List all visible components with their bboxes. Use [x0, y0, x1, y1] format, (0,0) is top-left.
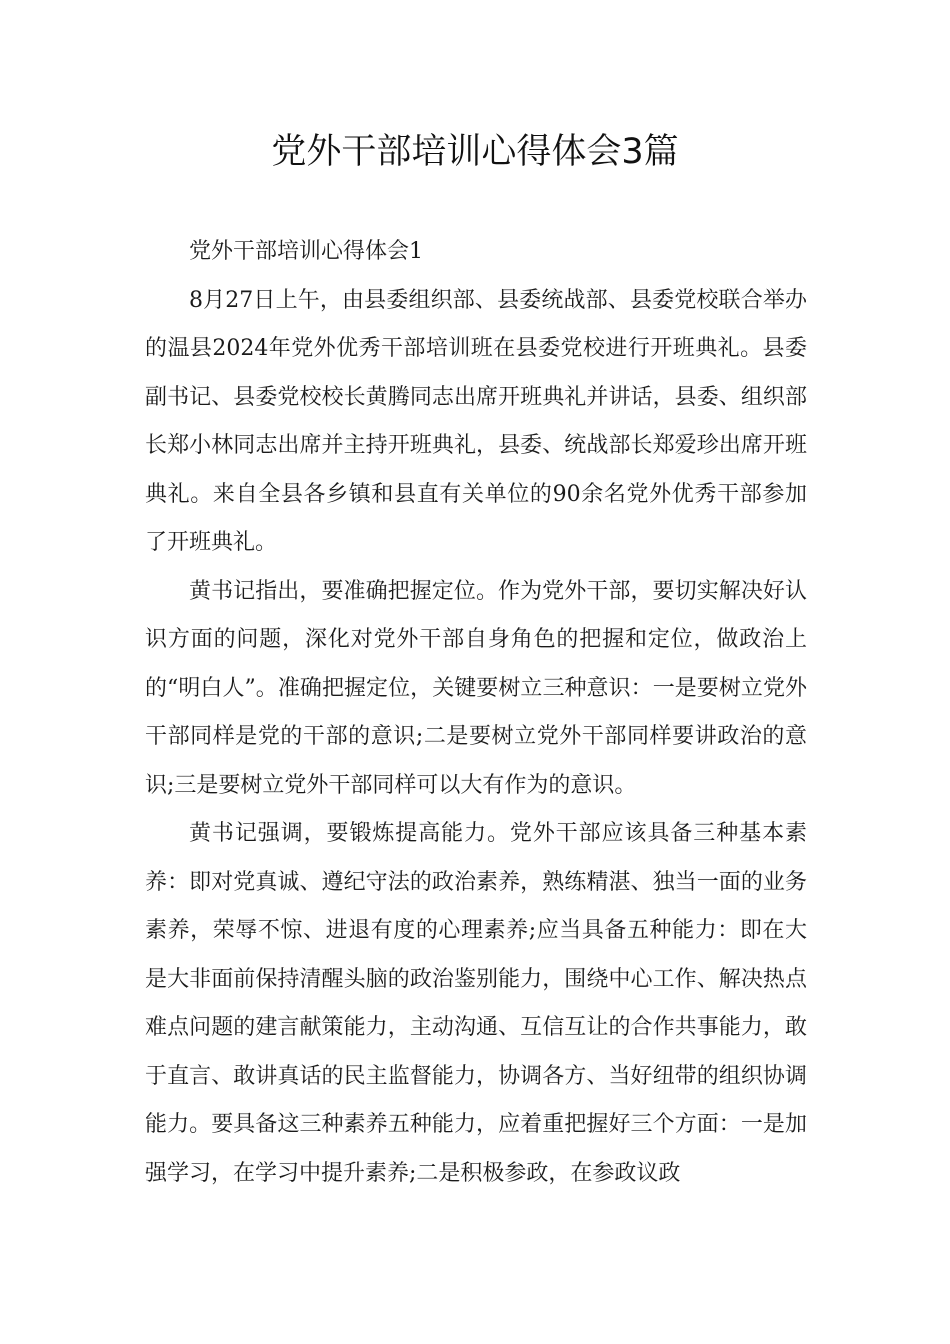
section-heading: 党外干部培训心得体会1 — [189, 239, 423, 264]
body-paragraph: 黄书记强调，要锻炼提高能力。党外干部应该具备三种基本素养：即对党真诚、遵纪守法的政治素养，熟练精湛、独当一面的业务素养，荣辱不惊、进退有度的心理素养;应当具备五种能力：即在大是大非面前保持清醒头脑的政治鉴别能力，围绕中心工作、解决热点难点问题的建言献策能力，主动沟通、互信互让的合作共事能力，敢于直言、敢讲真话的民主监督能力，协调各方、当好纽带的组织协调能力。要具备这三种素养五种能力，应着重把握好三个方面：一是加强学习，在学习中提升素养;二是积极参政，在参政议政 — [145, 821, 807, 1186]
document-title: 党外干部培训心得体会3篇 — [271, 132, 679, 172]
body-paragraph: 黄书记指出，要准确把握定位。作为党外干部，要切实解决好认识方面的问题，深化对党外干部自身角色的把握和定位，做政治上的“明白人”。准确把握定位，关键要树立三种意识：一是要树立党外干部同样是党的干部的意识;二是要树立党外干部同样要讲政治的意识;三是要树立党外干部同样可以大有作为的意识。 — [145, 578, 807, 798]
document-body — [145, 228, 807, 1198]
body-paragraph: 8月27日上午，由县委组织部、县委统战部、县委党校联合举办的温县2024年党外优秀干部培训班在县委党校进行开班典礼。县委副书记、县委党校校长黄腾同志出席开班典礼并讲话，县委、组织部长郑小林同志出席并主持开班典礼，县委、统战部长郑爱珍出席开班典礼。来自全县各乡镇和县直有关单位的90余名党外优秀干部参加了开班典礼。 — [145, 287, 807, 555]
